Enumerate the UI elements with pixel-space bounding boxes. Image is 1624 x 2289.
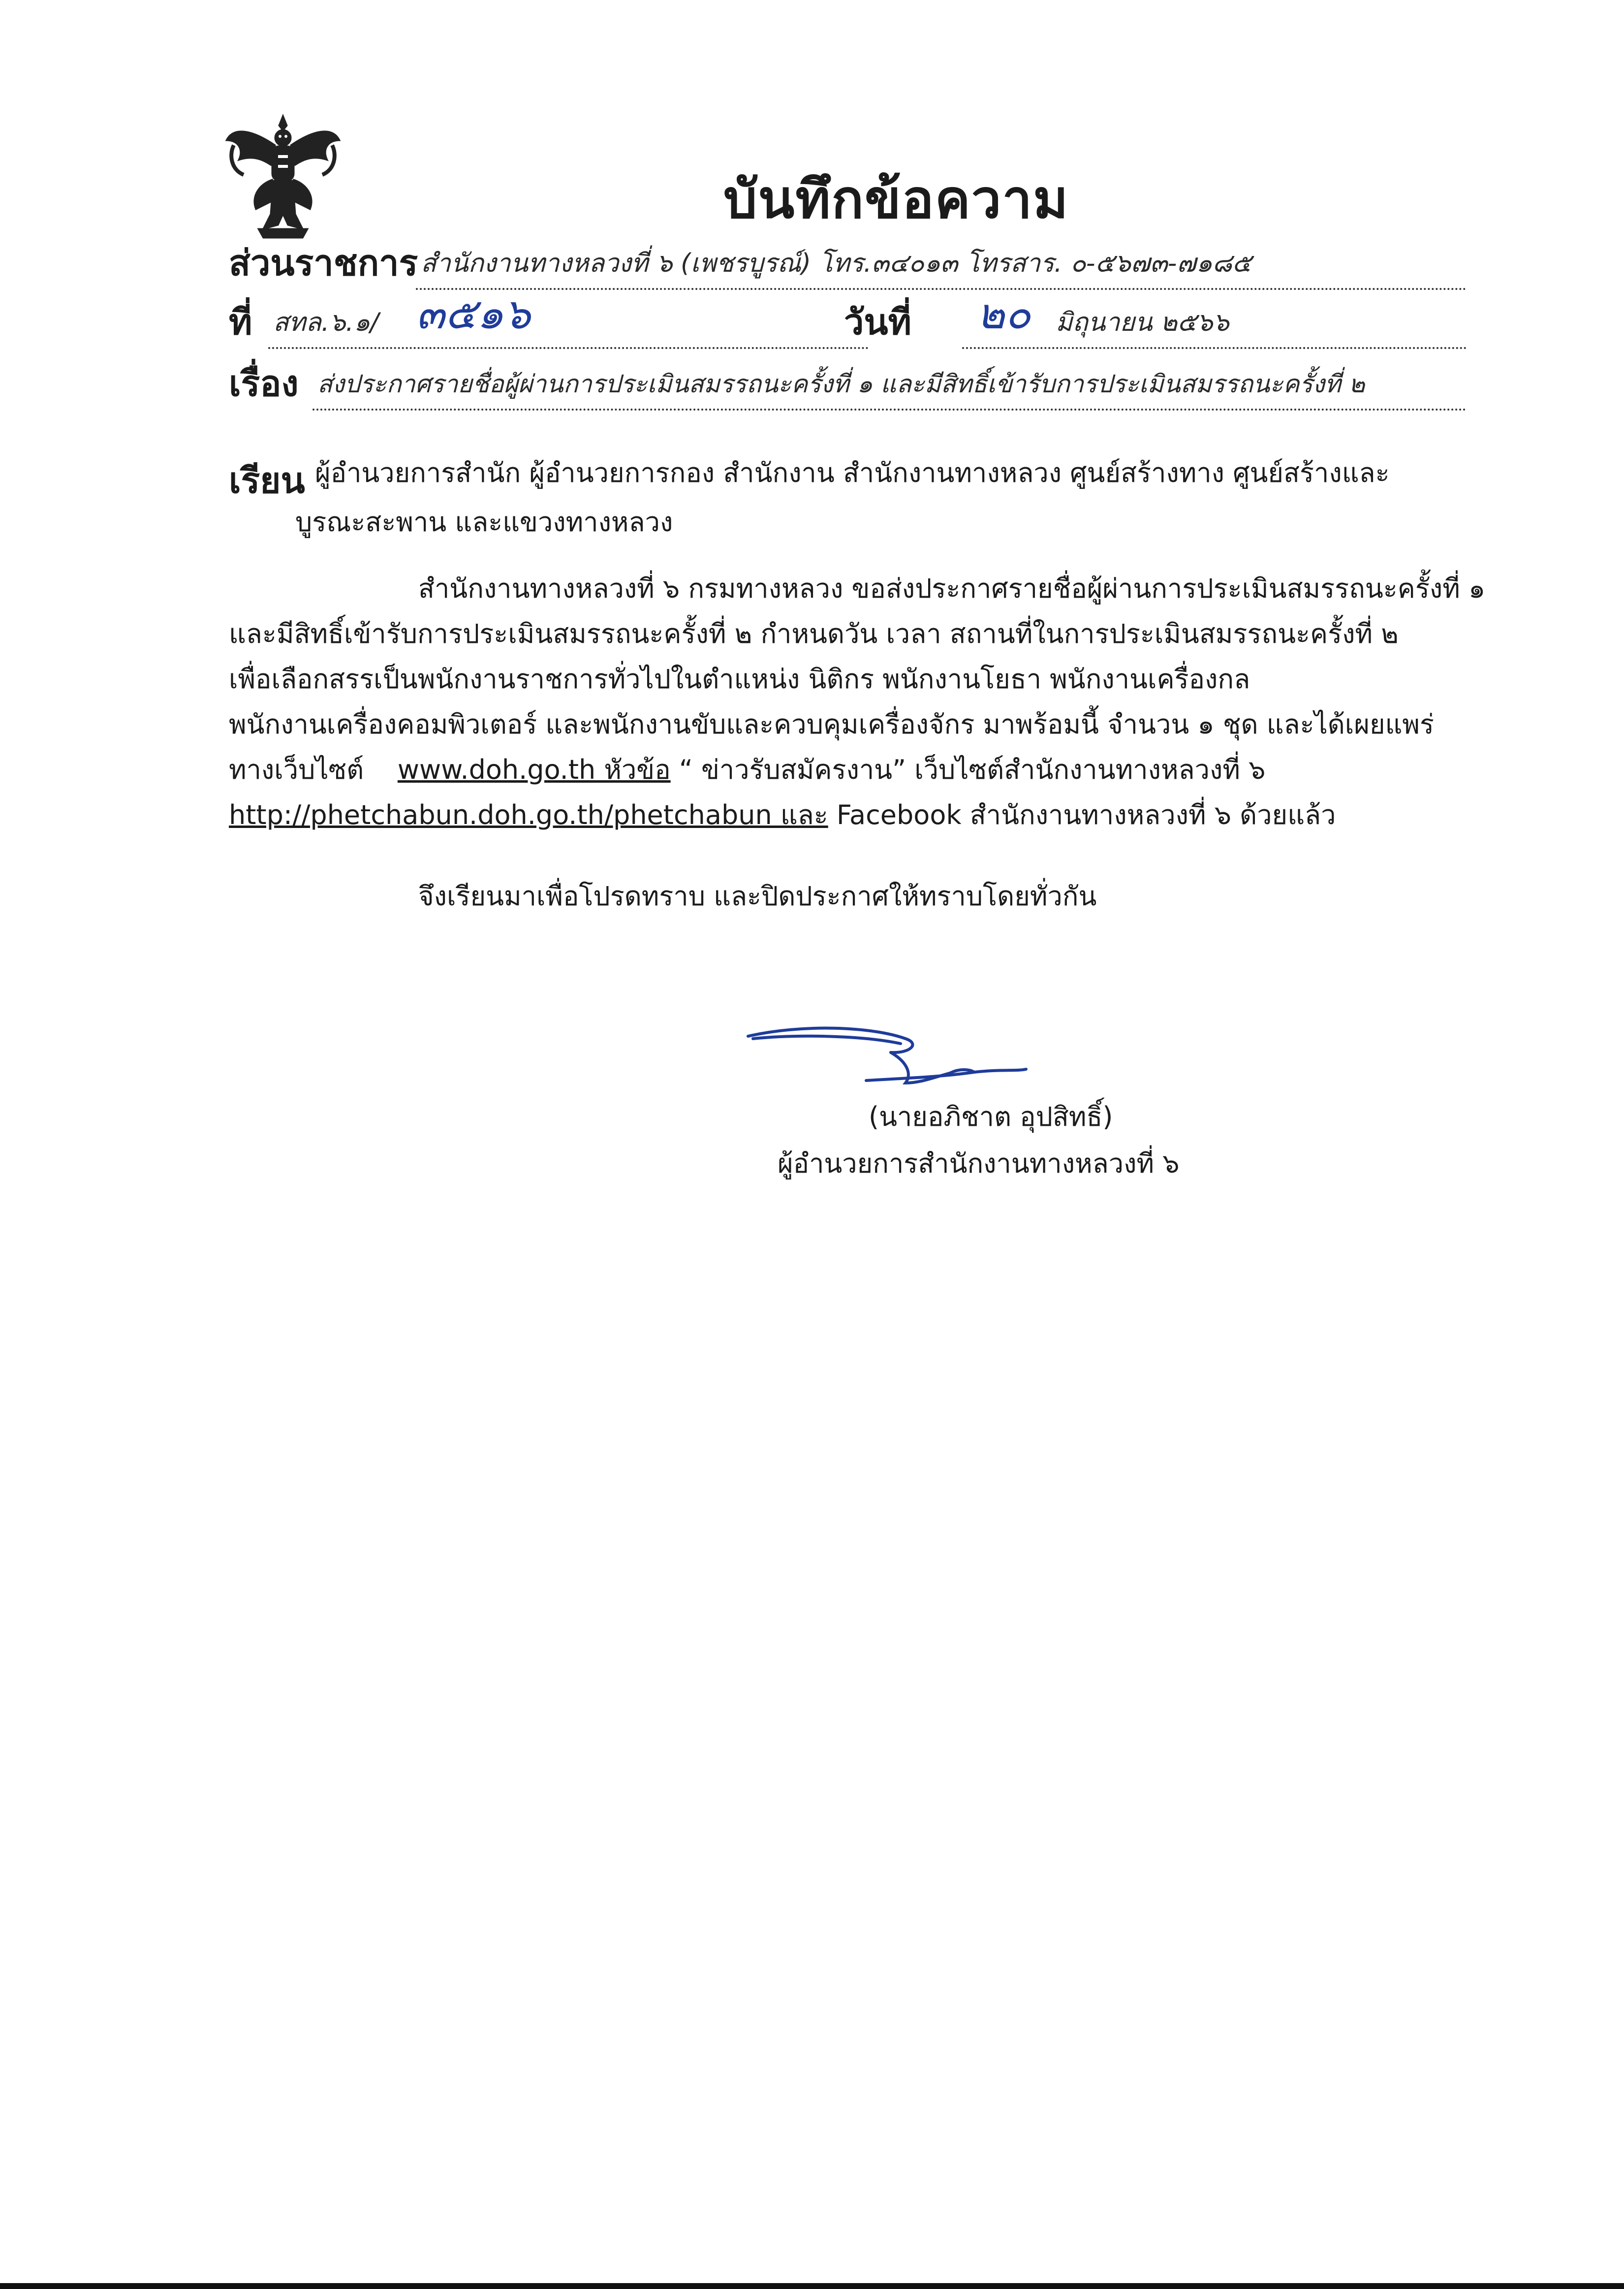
body-line-2: และมีสิทธิ์เข้ารับการประเมินสมรรถนะครั้งที่ ๒ กำหนดวัน เวลา สถานที่ในการประเมินสมรรถนะครั้งที่ ๒	[229, 618, 1399, 649]
signature-position: ผู้อำนวยการสำนักงานทางหลวงที่ ๖	[778, 1148, 1180, 1179]
body-line-6-end: Facebook สำนักงานทางหลวงที่ ๖ ด้วยแล้ว	[828, 799, 1336, 830]
section-value: สำนักงานทางหลวงที่ ๖ (เพชรบูรณ์) โทร.๓๔๐๑๓ โทรสาร. ๐-๕๖๗๓-๗๑๘๕	[421, 249, 1251, 278]
memo-title: บันทึกข้อความ	[723, 169, 1069, 230]
ref-prefix: สทล.๖.๑/	[273, 308, 379, 337]
body-line-1: สำนักงานทางหลวงที่ ๖ กรมทางหลวง ขอส่งประกาศรายชื่อผู้ผ่านการประเมินสมรรถนะครั้งที่ ๑	[418, 573, 1486, 604]
date-month-year: มิถุนายน ๒๕๖๖	[1056, 308, 1229, 337]
closing-text: จึงเรียนมาเพื่อโปรดทราบ และปิดประกาศให้ทราบโดยทั่วกัน	[418, 881, 1097, 912]
section-row	[229, 242, 1467, 298]
subject-row	[229, 363, 1467, 418]
to-line-2: บูรณะสะพาน และแขวงทางหลวง	[295, 507, 673, 538]
phetchabun-website-link[interactable]: http://phetchabun.doh.go.th/phetchabun และ	[229, 799, 828, 830]
section-label: ส่วนราชการ	[229, 242, 418, 284]
date-dotted-line	[962, 347, 1467, 349]
signature-name: (นายอภิชาต อุปสิทธิ์)	[869, 1101, 1113, 1132]
page-bottom-edge	[0, 2283, 1624, 2289]
signature-icon	[743, 1014, 1029, 1098]
subject-label: เรื่อง	[229, 363, 299, 404]
garuda-emblem-icon	[224, 111, 342, 241]
body-line-5-start: ทางเว็บไซต์	[229, 754, 364, 785]
date-label: วันที่	[844, 301, 912, 343]
to-label: เรียน	[229, 460, 305, 501]
ref-number-handwritten: ๓๕๑๖	[416, 289, 531, 339]
section-dotted-line	[416, 288, 1467, 290]
subject-value: ส่งประกาศรายชื่อผู้ผ่านการประเมินสมรรถนะครั้งที่ ๑ และมีสิทธิ์เข้ารับการประเมินสมรรถนะครั้งที่ ๒	[317, 370, 1365, 398]
body-line-5-end: “ ข่าวรับสมัครงาน” เว็บไซต์สำนักงานทางหลวงที่ ๖	[670, 754, 1266, 785]
body-line-5	[229, 747, 1265, 793]
body-line-3: เพื่อเลือกสรรเป็นพนักงานราชการทั่วไปในตำแหน่ง นิติกร พนักงานโยธา พนักงานเครื่องกล	[229, 664, 1250, 695]
body-line-6	[229, 793, 1336, 838]
to-line-1: ผู้อำนวยการสำนัก ผู้อำนวยการกอง สำนักงาน สำนักงานทางหลวง ศูนย์สร้างทาง ศูนย์สร้างและ	[315, 457, 1390, 488]
ref-dotted-line	[268, 347, 869, 349]
subject-dotted-line	[312, 409, 1467, 411]
ref-label: ที่	[229, 301, 252, 343]
doh-website-link[interactable]: www.doh.go.th หัวข้อ	[397, 754, 671, 785]
date-day-handwritten: ๒๐	[977, 289, 1031, 339]
ref-date-row	[229, 289, 1467, 357]
body-line-4: พนักงานเครื่องคอมพิวเตอร์ และพนักงานขับและควบคุมเครื่องจักร มาพร้อมนี้ จำนวน ๑ ชุด และได้เผยแพร่	[229, 709, 1435, 740]
